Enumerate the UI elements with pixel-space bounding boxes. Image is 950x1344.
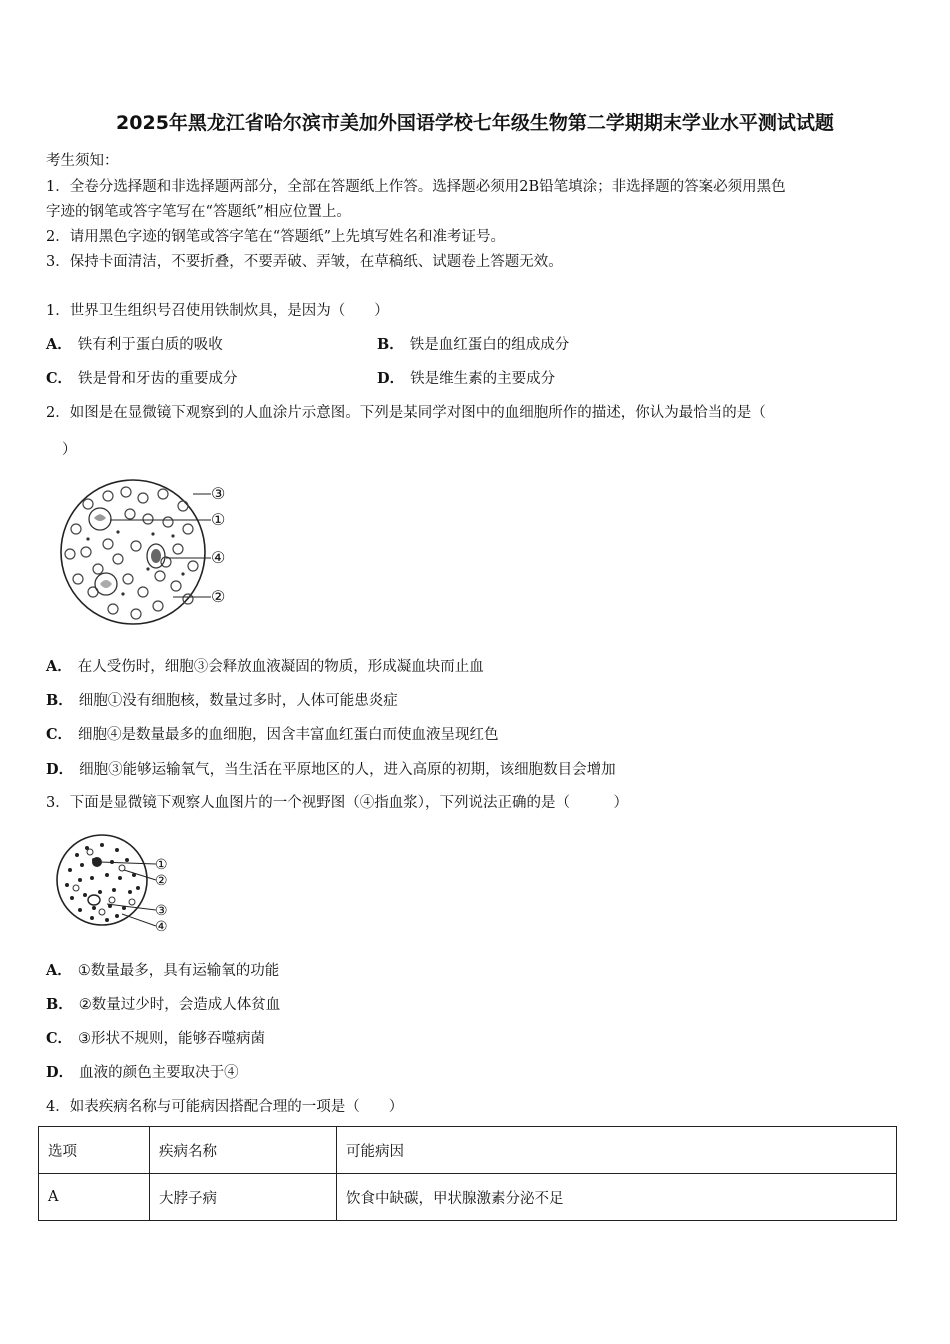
fig2-label-1: ① bbox=[155, 857, 168, 873]
fig1-label-4: ④ bbox=[211, 548, 226, 567]
fig1-label-1: ① bbox=[211, 510, 226, 529]
table-header-cell: 可能病因 bbox=[337, 1127, 897, 1174]
option-letter: C． bbox=[46, 1030, 73, 1047]
option-letter: B． bbox=[46, 996, 73, 1013]
q3-option-b[interactable] bbox=[46, 995, 280, 1015]
disease-table bbox=[38, 1126, 897, 1221]
table-cell: 大脖子病 bbox=[150, 1174, 337, 1221]
notice-item-1: 1．全卷分选择题和非选择题两部分，全部在答题纸上作答。选择题必须用2B铅笔填涂；非选择题的答案必须用黑色 bbox=[46, 179, 786, 195]
option-text: 铁是维生素的主要成分 bbox=[410, 371, 556, 387]
option-text: 细胞④是数量最多的血细胞，因含丰富血红蛋白而使血液呈现红色 bbox=[78, 727, 499, 743]
option-letter: A． bbox=[46, 336, 72, 353]
notice-item-2: 2．请用黑色字迹的钢笔或答字笔在“答题纸”上先填写姓名和准考证号。 bbox=[46, 229, 506, 245]
q2-option-c[interactable] bbox=[46, 725, 499, 745]
option-text: 铁是骨和牙齿的重要成分 bbox=[78, 371, 238, 387]
table-header-row bbox=[39, 1127, 897, 1174]
q2-option-b[interactable] bbox=[46, 691, 398, 711]
table-row bbox=[39, 1174, 897, 1221]
q3-option-c[interactable] bbox=[46, 1029, 265, 1049]
option-letter: C． bbox=[46, 726, 73, 743]
q1-option-a[interactable] bbox=[46, 335, 223, 355]
fig1-label-2: ② bbox=[211, 587, 226, 606]
table-cell: A bbox=[39, 1174, 150, 1221]
option-text: 铁是血红蛋白的组成成分 bbox=[409, 337, 570, 353]
notice-item-1-cont: 字迹的钢笔或答字笔写在“答题纸”相应位置上。 bbox=[46, 204, 351, 220]
notice-heading: 考生须知： bbox=[46, 153, 119, 169]
option-text: ③形状不规则，能够吞噬病菌 bbox=[78, 1031, 266, 1047]
q2-stem-cont: ） bbox=[62, 442, 77, 458]
option-letter: D． bbox=[46, 1064, 74, 1081]
option-letter: B． bbox=[377, 336, 404, 353]
q2-stem: 2．如图是在显微镜下观察到的人血涂片示意图。下列是某同学对图中的血细胞所作的描述，你认为最恰当的是（ bbox=[46, 405, 766, 421]
option-letter: A． bbox=[46, 658, 72, 675]
table-cell: 饮食中缺碳，甲状腺激素分泌不足 bbox=[337, 1174, 897, 1221]
q2-option-d[interactable] bbox=[46, 760, 616, 780]
page-title: 2025年黑龙江省哈尔滨市美加外国语学校七年级生物第二学期期末学业水平测试试题 bbox=[116, 112, 834, 134]
option-letter: A． bbox=[46, 962, 72, 979]
table-header-cell: 疾病名称 bbox=[150, 1127, 337, 1174]
option-letter: D． bbox=[377, 370, 405, 387]
table-header-cell: 选项 bbox=[39, 1127, 150, 1174]
option-text: 细胞①没有细胞核，数量过多时，人体可能患炎症 bbox=[78, 693, 398, 709]
notice-item-3: 3．保持卡面清洁，不要折叠，不要弄破、弄皱，在草稿纸、试题卷上答题无效。 bbox=[46, 254, 563, 270]
option-text: 在人受伤时，细胞③会释放血液凝固的物质，形成凝血块而止血 bbox=[77, 659, 484, 675]
option-text: 细胞③能够运输氧气，当生活在平原地区的人，进入高原的初期，该细胞数目会增加 bbox=[79, 762, 616, 778]
blood-smear-figure-2 bbox=[52, 830, 162, 940]
q4-stem: 4．如表疾病名称与可能病因搭配合理的一项是（ ） bbox=[46, 1099, 404, 1115]
q1-option-d[interactable] bbox=[377, 369, 555, 389]
q1-option-c[interactable] bbox=[46, 369, 238, 389]
option-text: ①数量最多，具有运输氧的功能 bbox=[77, 963, 280, 979]
q1-option-b[interactable] bbox=[377, 335, 569, 355]
fig2-label-2: ② bbox=[155, 873, 168, 889]
fig2-label-4: ④ bbox=[155, 919, 168, 935]
option-text: ②数量过少时，会造成人体贫血 bbox=[78, 997, 281, 1013]
q2-option-a[interactable] bbox=[46, 657, 484, 677]
fig2-label-3: ③ bbox=[155, 903, 168, 919]
q3-option-d[interactable] bbox=[46, 1063, 239, 1083]
fig1-label-3: ③ bbox=[211, 484, 226, 503]
q3-stem: 3．下面是显微镜下观察人血图片的一个视野图（④指血浆），下列说法正确的是（ ） bbox=[46, 795, 628, 811]
option-letter: C． bbox=[46, 370, 73, 387]
option-text: 血液的颜色主要取决于④ bbox=[79, 1065, 239, 1081]
option-letter: D． bbox=[46, 761, 74, 778]
option-letter: B． bbox=[46, 692, 73, 709]
option-text: 铁有利于蛋白质的吸收 bbox=[77, 337, 223, 353]
q3-option-a[interactable] bbox=[46, 961, 279, 981]
q1-stem: 1．世界卫生组织号召使用铁制炊具，是因为（ ） bbox=[46, 303, 389, 319]
